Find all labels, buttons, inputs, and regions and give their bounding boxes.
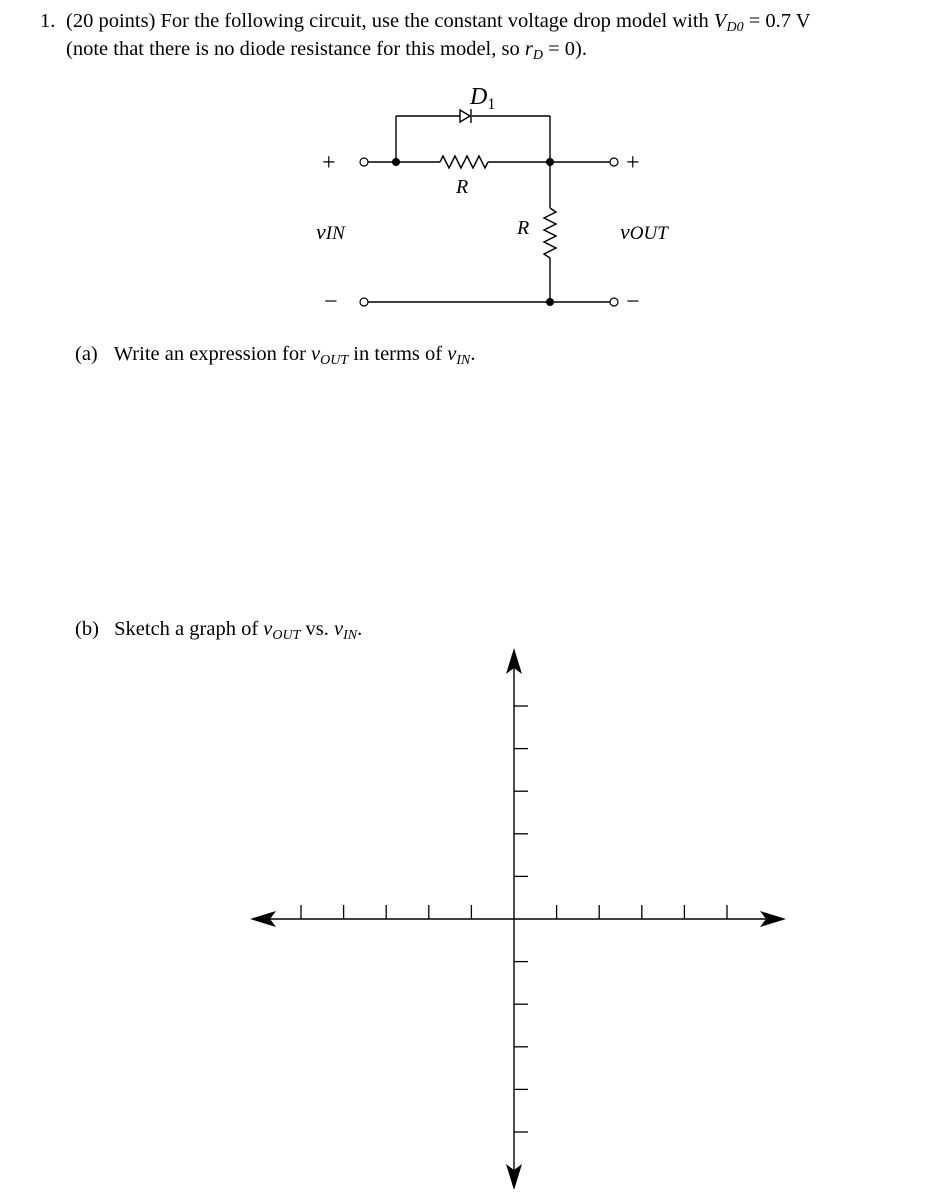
input-minus-terminal xyxy=(360,298,368,306)
circuit-diagram xyxy=(300,80,700,320)
part-a-text-end: . xyxy=(470,343,476,365)
part-b-text-middle: vs. xyxy=(305,618,329,640)
vd0-symbol: V xyxy=(713,10,727,32)
part-a-vin-symbol: v xyxy=(447,343,457,365)
problem-line-2 xyxy=(66,36,587,62)
vin-label: vIN xyxy=(316,219,345,244)
problem-line-1-text: (20 points) For the following circuit, use the constant voltage drop model with xyxy=(66,10,709,32)
part-b-label: (b) xyxy=(75,618,99,640)
output-plus-terminal xyxy=(610,158,618,166)
part-a-vout-symbol: v xyxy=(311,343,321,365)
shunt-resistor xyxy=(544,208,556,258)
junction-dot-left xyxy=(392,158,400,166)
output-minus-sign: − xyxy=(626,289,640,315)
junction-dot-bottom xyxy=(546,298,554,306)
part-b-vout-subscript: OUT xyxy=(272,628,301,643)
vout-label: vOUT xyxy=(620,219,668,244)
input-minus-sign: − xyxy=(324,289,338,315)
vd0-value: = 0.7 V xyxy=(748,10,811,32)
blank-graph-axes xyxy=(240,640,800,1190)
part-b xyxy=(75,618,362,641)
part-b-vin-symbol: v xyxy=(334,618,344,640)
part-b-text-end: . xyxy=(357,618,363,640)
diode-triangle xyxy=(460,110,470,122)
part-b-vout-symbol: v xyxy=(263,618,273,640)
vd0-subscript: D0 xyxy=(726,20,744,35)
diode-d1 xyxy=(460,109,471,123)
input-plus-terminal xyxy=(360,158,368,166)
part-b-vin-subscript: IN xyxy=(343,628,358,643)
junction-dot-top-right xyxy=(546,158,554,166)
output-minus-terminal xyxy=(610,298,618,306)
problem-line-2-text: (note that there is no diode resistance for this model, so xyxy=(66,38,520,60)
rd-value: = 0). xyxy=(548,38,587,60)
part-a-text-before: Write an expression for xyxy=(113,343,306,365)
series-resistor-label: R xyxy=(456,176,469,198)
part-b-text-before: Sketch a graph of xyxy=(114,618,259,640)
problem-number: 1. xyxy=(40,10,56,32)
part-a-label: (a) xyxy=(75,343,98,365)
problem-line-1 xyxy=(66,8,811,34)
shunt-resistor-label: R xyxy=(517,217,530,239)
series-resistor xyxy=(440,156,488,168)
rd-symbol: r xyxy=(524,38,533,60)
part-a-vout-subscript: OUT xyxy=(320,353,349,368)
diode-label: $D_1$ xyxy=(470,84,496,113)
part-a-text-middle: in terms of xyxy=(353,343,443,365)
input-plus-sign: + xyxy=(322,150,336,176)
output-plus-sign: + xyxy=(626,150,640,176)
part-a xyxy=(75,343,475,366)
rd-subscript: D xyxy=(532,48,543,63)
part-a-vin-subscript: IN xyxy=(456,353,471,368)
